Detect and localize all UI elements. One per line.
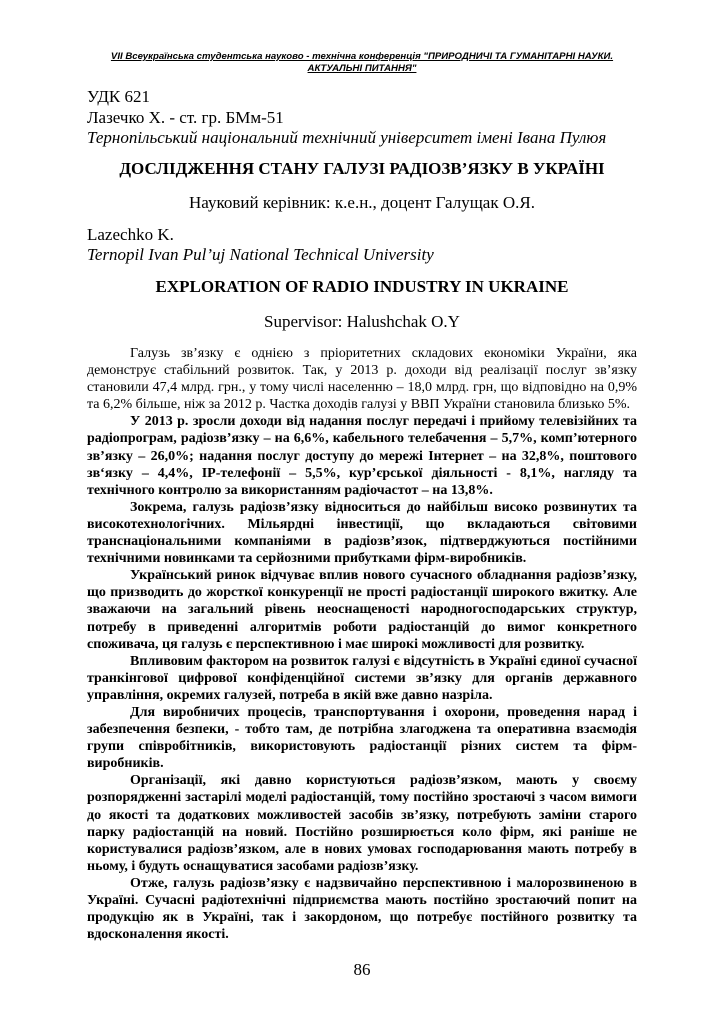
author-en: Lazechko K.: [87, 225, 174, 244]
paragraph-2: У 2013 р. зросли доходи від надання послуг передачі і прийому телевізійних та радіопрограм, радіозв’язку – на 6,6%, кабельного телебачення – 5,7%, комп’ютерного зв’язку – 26,0%; надання послуг доступу до мережі Інтернет – на 32,8%, поштового зв‘язку – 4,4%, ІР-телефонії – 5,5%, кур’єрської діяльності - 8,1%, нагляду та технічного контролю за використанням радіочастот – на 13,8%.: [87, 414, 637, 498]
page-number: 86: [353, 960, 371, 979]
paragraph-4: Український ринок відчуває вплив нового сучасного обладнання радіозв’язку, що призводить до жорсткої конкуренції не прості радіостанції широкого вжитку. Але зважаючи на загальний рівень неоснащеності народногосподарських структур, потребу в приведенні алгоритмів роботи радіостанцій до вимог конкретного споживача, ця галузь є перспективною і має широкі можливості для розвитку.: [87, 568, 637, 652]
university-ua: Тернопільський національний технічний університет імені Івана Пулюя: [87, 128, 607, 147]
paragraph-6: Для виробничих процесів, транспортування і охорони, проведення нарад і забезпечення безпеки, - тобто там, де потрібна злагоджена та оперативна взаємодія групи співробітників, використовують радіостанції різних систем та фірм-виробників.: [87, 704, 637, 772]
supervisor-ua: Науковий керівник: к.е.н., доцент Галущак О.Я.: [189, 193, 535, 212]
udk-code: УДК 621: [87, 87, 151, 106]
title-en: EXPLORATION OF RADIO INDUSTRY IN UKRAINE: [155, 277, 569, 296]
paragraph-3: Зокрема, галузь радіозв’язку відноситься до найбільш високо розвинутих та високотехнологічних. Мільярдні інвестиції, що вкладаються світовими транснаціональними компаніями в радіозв’язок, підтверджуються постійними технічними новинками та серйозними прибутками фірм-виробників.: [87, 499, 637, 567]
conference-header: VII Всеукраїнська студентська науково - технічна конференція "ПРИРОДНИЧІ ТА ГУМАНІТАРНІ НАУКИ. АКТУАЛЬНІ ПИТАННЯ": [110, 51, 614, 74]
university-en: Ternopil Ivan Pul’uj National Technical University: [87, 245, 434, 264]
author-ua: Лазечко Х. - ст. гр. БМм-51: [87, 108, 284, 127]
paragraph-8: Отже, галузь радіозв’язку є надзвичайно перспективною і малорозвиненою в Україні. Сучасні радіотехнічні підприємства мають постійно зростаючий попит на продукцію як в Україні, так і закордоном, що потребує постійного розвитку та вдосконалення якості.: [87, 875, 637, 943]
supervisor-en: Supervisor: Halushchak O.Y: [264, 312, 460, 331]
paragraph-1: Галузь зв’язку є однією з пріоритетних складових економіки України, яка демонструє стабільний розвиток. Так, у 2013 р. доходи від реалізації послуг зв’язку становили 47,4 млрд. грн., у тому числі населенню – 18,0 млрд. грн, що відповідно на 0,9% та 6,2% більше, ніж за 2012 р. Частка доходів галузі у ВВП України становила близько 5%.: [87, 346, 637, 413]
paragraph-7: Організації, які давно користуються радіозв’язком, мають у своєму розпорядженні застарілі моделі радіостанцій, тому постійно зростаючі з часом вимоги до якості та додаткових можливостей засобів зв’язку, потребують заміни старого парку радіостанцій на новий. Постійно розширюється коло фірм, які раніше не користувалися радіозв’язком, але в нових умовах господарювання мають потребу в ньому, і будуть оснащуватися засобами радіозв’язку.: [87, 773, 637, 874]
paragraph-5: Впливовим фактором на розвиток галузі є відсутність в Україні єдиної сучасної транкінгової цифрової конфіденційної системи зв’язку для органів державного управління, окремих галузей, потреба в якій вже давно назріла.: [87, 653, 637, 703]
title-ua: ДОСЛІДЖЕННЯ СТАНУ ГАЛУЗІ РАДІОЗВ’ЯЗКУ В УКРАЇНІ: [119, 159, 605, 178]
article-body: [87, 345, 637, 943]
